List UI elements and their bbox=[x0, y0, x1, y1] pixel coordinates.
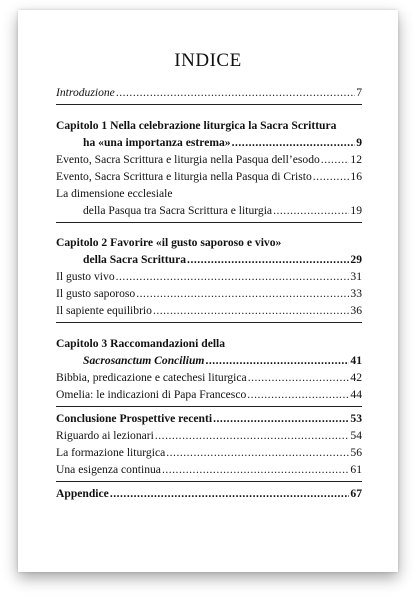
toc-chapter-1 bbox=[56, 117, 362, 219]
leader-dots bbox=[166, 444, 349, 461]
divider bbox=[56, 406, 362, 407]
leader-dots bbox=[110, 485, 350, 502]
toc-entry-chapter-1[interactable] bbox=[56, 134, 362, 151]
entry-page: 53 bbox=[350, 412, 362, 425]
leader-dots bbox=[247, 386, 349, 403]
entry-page: 41 bbox=[350, 354, 362, 367]
entry-label: Omelia: le indicazioni di Papa Francesco bbox=[56, 388, 247, 401]
leader-dots bbox=[205, 352, 349, 369]
entry-label: Introduzione bbox=[56, 86, 115, 99]
divider bbox=[56, 481, 362, 482]
toc-entry[interactable] bbox=[56, 285, 362, 302]
entry-label: Bibbia, predicazione e catechesi liturgica bbox=[56, 371, 247, 384]
leader-dots bbox=[213, 410, 349, 427]
divider bbox=[56, 222, 362, 223]
toc-chapter-2 bbox=[56, 234, 362, 319]
toc-entry[interactable] bbox=[56, 386, 362, 403]
toc-entry[interactable] bbox=[56, 427, 362, 444]
entry-page: 9 bbox=[356, 136, 362, 149]
toc-conclusion bbox=[56, 410, 362, 478]
entry-label: Una esigenza continua bbox=[56, 463, 161, 476]
toc-entry[interactable] bbox=[56, 369, 362, 386]
entry-label: Evento, Sacra Scrittura e liturgia nella Pasqua di Cristo bbox=[56, 170, 312, 183]
toc-entry[interactable] bbox=[56, 151, 362, 168]
leader-dots bbox=[187, 251, 349, 268]
leader-dots bbox=[116, 84, 355, 101]
entry-label: La formazione liturgica bbox=[56, 446, 166, 459]
entry-page: 61 bbox=[350, 463, 362, 476]
leader-dots bbox=[232, 134, 356, 151]
leader-dots bbox=[153, 302, 349, 319]
entry-page: 29 bbox=[350, 253, 362, 266]
book-page bbox=[18, 10, 398, 572]
toc-entry[interactable] bbox=[56, 302, 362, 319]
leader-dots bbox=[136, 285, 349, 302]
entry-page: 16 bbox=[350, 170, 362, 183]
toc-entry-chapter-3[interactable] bbox=[56, 352, 362, 369]
entry-page: 33 bbox=[350, 287, 362, 300]
leader-dots bbox=[273, 202, 349, 219]
leader-dots bbox=[248, 369, 350, 386]
toc-entry-appendix[interactable] bbox=[56, 485, 362, 502]
divider bbox=[56, 322, 362, 323]
toc-entry[interactable] bbox=[56, 444, 362, 461]
entry-label: Sacrosanctum Concilium bbox=[83, 354, 205, 367]
toc-intro bbox=[56, 84, 362, 101]
toc-entry[interactable] bbox=[56, 168, 362, 185]
entry-page: 12 bbox=[350, 153, 362, 166]
entry-page: 67 bbox=[350, 487, 362, 500]
entry-label: Il sapiente equilibrio bbox=[56, 304, 152, 317]
entry-label: della Pasqua tra Sacra Scrittura e liturgia bbox=[83, 204, 273, 217]
entry-label: Appendice bbox=[56, 487, 109, 500]
toc-entry[interactable] bbox=[56, 461, 362, 478]
entry-page: 54 bbox=[350, 429, 362, 442]
chapter-heading[interactable]: Capitolo 2 Favorire «il gusto saporoso e vivo» bbox=[56, 236, 282, 249]
leader-dots bbox=[155, 427, 350, 444]
entry-page: 44 bbox=[350, 388, 362, 401]
entry-page: 31 bbox=[350, 270, 362, 283]
entry-label: della Sacra Scrittura bbox=[83, 253, 187, 266]
leader-dots bbox=[116, 268, 350, 285]
entry-page: 19 bbox=[350, 204, 362, 217]
entry-page: 36 bbox=[350, 304, 362, 317]
entry-label: Il gusto vivo bbox=[56, 270, 115, 283]
entry-label: Evento, Sacra Scrittura e liturgia nella Pasqua dell’esodo bbox=[56, 153, 320, 166]
toc-chapter-3 bbox=[56, 335, 362, 403]
entry-label: Il gusto saporoso bbox=[56, 287, 136, 300]
entry-page: 56 bbox=[350, 446, 362, 459]
chapter-heading[interactable]: Capitolo 3 Raccomandazioni della bbox=[56, 337, 226, 350]
toc-entry-intro[interactable] bbox=[56, 84, 362, 101]
toc-entry[interactable] bbox=[56, 268, 362, 285]
divider bbox=[56, 104, 362, 105]
leader-dots bbox=[162, 461, 349, 478]
entry-page: 7 bbox=[356, 86, 362, 99]
entry-page: 42 bbox=[350, 371, 362, 384]
entry-label: ha «una importanza estrema» bbox=[83, 136, 231, 149]
toc-entry-chapter-2[interactable] bbox=[56, 251, 362, 268]
leader-dots bbox=[321, 151, 350, 168]
page-title: INDICE bbox=[174, 50, 242, 71]
entry-label: Riguardo ai lezionari bbox=[56, 429, 154, 442]
toc-appendix bbox=[56, 485, 362, 502]
entry-label: Conclusione Prospettive recenti bbox=[56, 412, 213, 425]
toc-entry-conclusion[interactable] bbox=[56, 410, 362, 427]
chapter-heading[interactable]: Capitolo 1 Nella celebrazione liturgica la Sacra Scrittura bbox=[56, 119, 337, 132]
toc-entry[interactable] bbox=[56, 202, 362, 219]
leader-dots bbox=[313, 168, 350, 185]
entry-label-line1[interactable]: La dimensione ecclesiale bbox=[56, 187, 173, 200]
